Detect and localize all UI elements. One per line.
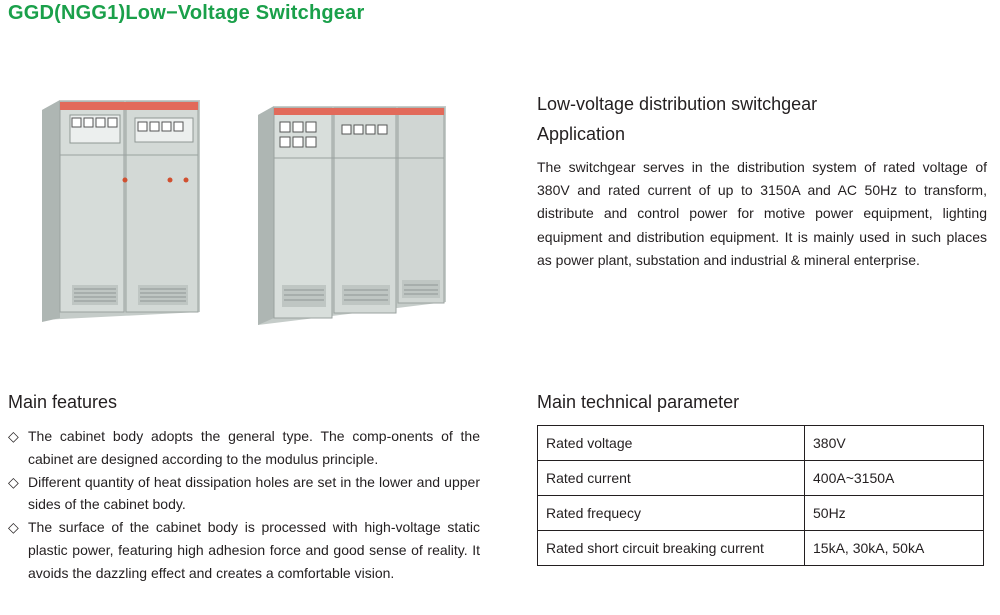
param-name: Rated frequecy [538, 496, 805, 531]
table-row [538, 496, 984, 531]
page-title: GGD(NGG1)Low−Voltage Switchgear [8, 2, 365, 24]
features-list [8, 425, 480, 585]
feature-text: Different quantity of heat dissipation holes are set in the lower and upper sides of the cabinet body. [28, 473, 480, 513]
parameters-table [537, 425, 984, 566]
application-heading: Application [537, 124, 626, 144]
param-name: Rated current [538, 461, 805, 496]
cabinet-group-left [42, 100, 200, 322]
table-row [538, 461, 984, 496]
list-item [8, 425, 480, 471]
feature-text: The surface of the cabinet body is processed with high-voltage static plastic power, featuring high adhesion force and good sense of reality. It avoids the dazzling effect and creates a comfortable vision. [28, 519, 480, 581]
subtitle: Low-voltage distribution switchgear [537, 94, 818, 114]
param-value: 400A~3150A [805, 461, 984, 496]
diamond-bullet-icon: ◇ [8, 473, 19, 490]
list-item [8, 516, 480, 584]
list-item [8, 471, 480, 517]
parameters-heading: Main technical parameter [537, 392, 740, 412]
features-heading: Main features [8, 392, 118, 412]
feature-text: The cabinet body adopts the general type. The comp-onents of the cabinet are designed according to the modulus principle. [28, 428, 480, 467]
param-name: Rated short circuit breaking current [538, 531, 805, 566]
switchgear-product-photo [30, 80, 460, 330]
table-row [538, 531, 984, 566]
application-text: The switchgear serves in the distribution system of rated voltage of 380V and rated current of up to 3150A and AC 50Hz to transform, distribute and control power for motive power equipment, lighting equipment and distribution equipment. It is mainly used in such places as power plant, substation and industrial & mineral enterprise. [537, 159, 987, 268]
param-name: Rated voltage [538, 426, 805, 461]
diamond-bullet-icon: ◇ [8, 519, 19, 536]
cabinet-group-right [258, 106, 446, 325]
param-value: 50Hz [805, 496, 984, 531]
diamond-bullet-icon: ◇ [8, 428, 19, 444]
param-value: 380V [805, 426, 984, 461]
param-value: 15kA, 30kA, 50kA [805, 531, 984, 566]
table-row [538, 426, 984, 461]
